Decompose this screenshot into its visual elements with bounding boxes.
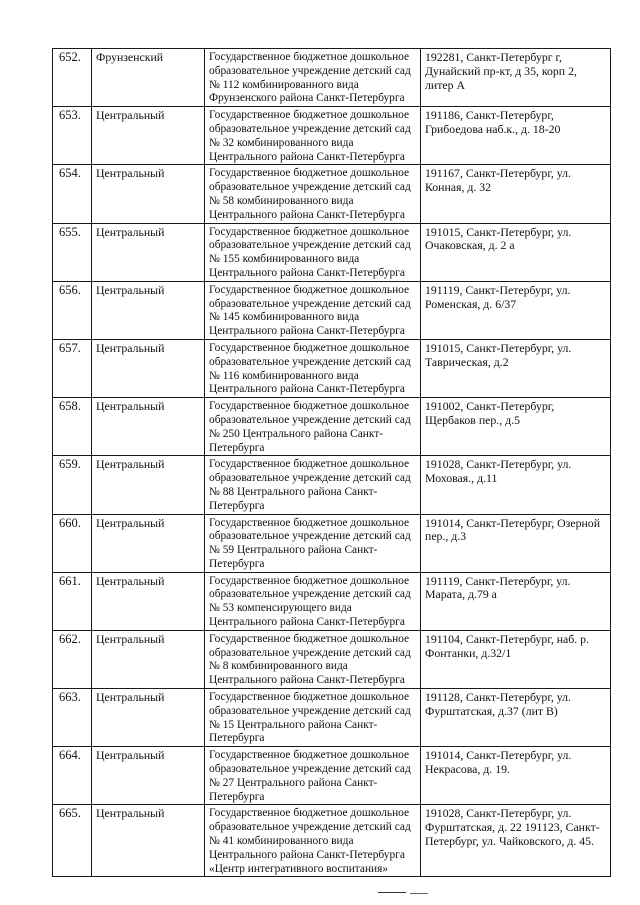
row-number: 653.: [53, 107, 92, 165]
address-cell: 191119, Санкт-Петербург, ул. Марата, д.79 а: [421, 572, 611, 630]
institution-name-cell: Государственное бюджетное дошкольное образовательное учреждение детский сад № 116 комбинированного вида Центрального района Санкт-Петербурга: [205, 339, 421, 397]
district-cell: Центральный: [92, 398, 205, 456]
address-cell: 191015, Санкт-Петербург, ул. Таврическая, д.2: [421, 339, 611, 397]
row-number: 657.: [53, 339, 92, 397]
table-body: [53, 49, 611, 877]
district-cell: Центральный: [92, 456, 205, 514]
institution-name-cell: Государственное бюджетное дошкольное образовательное учреждение детский сад № 8 комбинированного вида Центрального района Санкт-Петербурга: [205, 630, 421, 688]
row-number: 652.: [53, 49, 92, 107]
institution-name-cell: Государственное бюджетное дошкольное образовательное учреждение детский сад № 27 Центрального района Санкт-Петербурга: [205, 747, 421, 805]
table-row: [53, 339, 611, 397]
row-number: 663.: [53, 689, 92, 747]
district-cell: Центральный: [92, 630, 205, 688]
district-cell: Центральный: [92, 339, 205, 397]
table-row: [53, 49, 611, 107]
institution-name-cell: Государственное бюджетное дошкольное образовательное учреждение детский сад № 88 Центрального района Санкт-Петербурга: [205, 456, 421, 514]
address-cell: 192281, Санкт-Петербург г, Дунайский пр-кт, д 35, корп 2, литер А: [421, 49, 611, 107]
table-row: [53, 689, 611, 747]
table-row: [53, 572, 611, 630]
row-number: 655.: [53, 223, 92, 281]
address-cell: 191014, Санкт-Петербург, Озерной пер., д.3: [421, 514, 611, 572]
table-row: [53, 165, 611, 223]
district-cell: Центральный: [92, 281, 205, 339]
row-number: 665.: [53, 805, 92, 877]
institution-name-cell: Государственное бюджетное дошкольное образовательное учреждение детский сад № 32 комбинированного вида Центрального района Санкт-Петербурга: [205, 107, 421, 165]
institution-name-cell: Государственное бюджетное дошкольное образовательное учреждение детский сад № 15 Центрального района Санкт-Петербурга: [205, 689, 421, 747]
table-row: [53, 223, 611, 281]
table-row: [53, 281, 611, 339]
document-table: [52, 48, 611, 877]
district-cell: Центральный: [92, 107, 205, 165]
table-row: [53, 630, 611, 688]
institution-name-cell: Государственное бюджетное дошкольное образовательное учреждение детский сад № 112 комбинированного вида Фрунзенского района Санкт-Петербурга: [205, 49, 421, 107]
address-cell: 191167, Санкт-Петербург, ул. Конная, д. 32: [421, 165, 611, 223]
table-row: [53, 456, 611, 514]
address-cell: 191119, Санкт-Петербург, ул. Роменская, д. 6/37: [421, 281, 611, 339]
district-cell: Центральный: [92, 572, 205, 630]
address-cell: 191014, Санкт-Петербург, ул. Некрасова, д. 19.: [421, 747, 611, 805]
scan-artifact-line: [410, 893, 428, 894]
district-cell: Центральный: [92, 223, 205, 281]
address-cell: 191015, Санкт-Петербург, ул. Очаковская, д. 2 а: [421, 223, 611, 281]
district-cell: Центральный: [92, 805, 205, 877]
district-cell: Фрунзенский: [92, 49, 205, 107]
row-number: 659.: [53, 456, 92, 514]
table-row: [53, 747, 611, 805]
institution-name-cell: Государственное бюджетное дошкольное образовательное учреждение детский сад № 41 комбинированного вида Центрального района Санкт-Петербурга «Центр интегративного воспитания»: [205, 805, 421, 877]
address-cell: 191028, Санкт-Петербург, ул. Фурштатская, д. 22 191123, Санкт-Петербург, ул. Чайковского, д. 45.: [421, 805, 611, 877]
row-number: 664.: [53, 747, 92, 805]
row-number: 662.: [53, 630, 92, 688]
scan-artifact-line: [378, 892, 406, 893]
row-number: 660.: [53, 514, 92, 572]
district-cell: Центральный: [92, 747, 205, 805]
institution-name-cell: Государственное бюджетное дошкольное образовательное учреждение детский сад № 59 Центрального района Санкт-Петербурга: [205, 514, 421, 572]
institution-name-cell: Государственное бюджетное дошкольное образовательное учреждение детский сад № 53 компенсирующего вида Центрального района Санкт-Петербурга: [205, 572, 421, 630]
institution-name-cell: Государственное бюджетное дошкольное образовательное учреждение детский сад № 145 комбинированного вида Центрального района Санкт-Петербурга: [205, 281, 421, 339]
institution-name-cell: Государственное бюджетное дошкольное образовательное учреждение детский сад № 58 комбинированного вида Центрального района Санкт-Петербурга: [205, 165, 421, 223]
address-cell: 191186, Санкт-Петербург, Грибоедова наб.к., д. 18-20: [421, 107, 611, 165]
institution-name-cell: Государственное бюджетное дошкольное образовательное учреждение детский сад № 155 комбинированного вида Центрального района Санкт-Петербурга: [205, 223, 421, 281]
row-number: 661.: [53, 572, 92, 630]
row-number: 658.: [53, 398, 92, 456]
institution-name-cell: Государственное бюджетное дошкольное образовательное учреждение детский сад № 250 Центрального района Санкт-Петербурга: [205, 398, 421, 456]
district-cell: Центральный: [92, 165, 205, 223]
table-row: [53, 805, 611, 877]
table-row: [53, 107, 611, 165]
district-cell: Центральный: [92, 689, 205, 747]
address-cell: 191028, Санкт-Петербург, ул. Моховая., д.11: [421, 456, 611, 514]
address-cell: 191104, Санкт-Петербург, наб. р. Фонтанки, д.32/1: [421, 630, 611, 688]
table-row: [53, 514, 611, 572]
row-number: 656.: [53, 281, 92, 339]
table-row: [53, 398, 611, 456]
address-cell: 191002, Санкт-Петербург, Щербаков пер., д.5: [421, 398, 611, 456]
address-cell: 191128, Санкт-Петербург, ул. Фурштатская, д.37 (лит В): [421, 689, 611, 747]
district-cell: Центральный: [92, 514, 205, 572]
row-number: 654.: [53, 165, 92, 223]
